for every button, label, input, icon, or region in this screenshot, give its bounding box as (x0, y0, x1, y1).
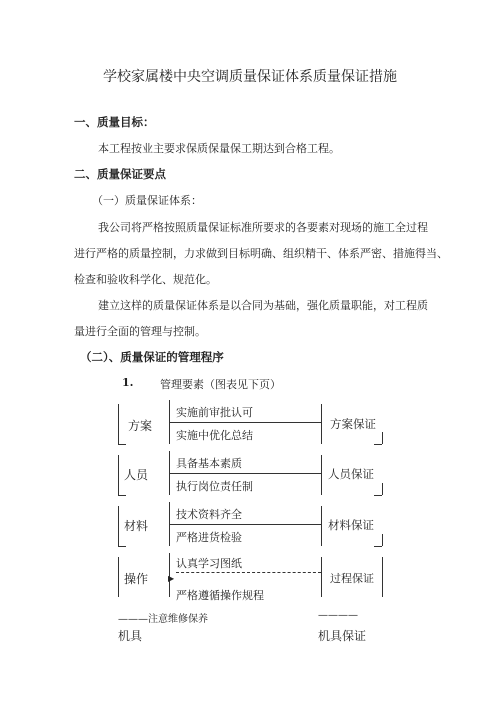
flow-footer-note: ———注意维修保养 (118, 614, 208, 625)
flow-group-operation (0, 550, 500, 602)
paragraph-2-line-2: 量进行全面的管理与控制。 (74, 325, 206, 338)
flow-item-personnel-1: 具备基本素质 (176, 457, 242, 470)
paragraph-1-line-1: 我公司将严格按照质量保证标准所要求的各要素对现场的施工全过程 (98, 221, 428, 234)
right-bracket-plan (382, 432, 383, 444)
flow-item-plan-1: 实施前审批认可 (176, 406, 253, 419)
result-bracket-operation (321, 557, 322, 597)
flow-result-material: 材料保证 (328, 518, 374, 532)
flow-item-material-2: 严格进货检验 (176, 531, 242, 544)
flow-element-personnel: 人员 (124, 468, 149, 482)
right-bracket-tick-material (374, 546, 382, 547)
right-bracket-operation (382, 557, 383, 597)
section-heading-quality-goal: 一、质量目标： (74, 115, 155, 129)
left-bracket-operation (118, 557, 119, 597)
flow-result-operation: 过程保证 (330, 572, 374, 585)
flow-footer-dash: ———— (318, 610, 358, 621)
flow-element-plan: 方案 (128, 419, 153, 433)
arrow-right-icon: ▶ (168, 574, 175, 583)
page-title: 学校家属楼中央空调质量保证体系质量保证措施 (103, 69, 397, 85)
right-bracket-material (382, 534, 383, 546)
left-bracket-tick-personnel (118, 495, 126, 496)
flow-element-tools: 机具 (118, 629, 143, 643)
paragraph-2-line-1: 建立这样的质量保证体系是以合同为基础，强化质量职能，对工程质 (98, 299, 428, 312)
result-bracket-material (321, 506, 322, 546)
flow-item-operation-2: 严格遵循操作规程 (176, 589, 264, 602)
right-bracket-tick-personnel (374, 495, 382, 496)
left-bracket-personnel (118, 455, 119, 495)
flow-element-operation: 操作 (124, 572, 149, 586)
connector-plan (169, 422, 321, 423)
left-bracket-material (118, 506, 119, 546)
flow-element-material: 材料 (124, 519, 149, 533)
connector-operation (176, 572, 321, 573)
connector-material (169, 524, 321, 525)
flow-item-material-1: 技术资料齐全 (176, 508, 242, 521)
flow-item-operation-1: 认真学习图纸 (176, 557, 242, 570)
flow-item-plan-2: 实施中优化总结 (176, 429, 253, 442)
right-bracket-personnel (382, 483, 383, 495)
section-heading-quality-points: 二、质量保证要点 (74, 167, 166, 181)
flow-item-personnel-2: 执行岗位责任制 (176, 480, 253, 493)
flow-result-tools: 机具保证 (318, 629, 367, 643)
subheading-management-procedure: （二）、质量保证的管理程序 (80, 350, 224, 364)
subheading-quality-system: （一）质量保证体系： (92, 194, 202, 207)
quality-goal-text: 本工程按业主要求保质保量保工期达到合格工程。 (98, 142, 340, 155)
left-bracket-tick-material (118, 546, 126, 547)
flow-result-plan: 方案保证 (330, 417, 376, 431)
paragraph-1-line-3: 检查和验收科学化、规范化。 (74, 273, 217, 286)
left-bracket-plan (118, 404, 119, 444)
flow-result-personnel: 人员保证 (328, 467, 374, 481)
right-bracket-tick-plan (374, 444, 382, 445)
connector-personnel (169, 473, 321, 474)
result-bracket-personnel (321, 455, 322, 495)
left-bracket-tick-plan (118, 444, 126, 445)
item-1-number: 1. (122, 376, 134, 389)
item-1-text: 管理要素（图表见下页） (160, 378, 281, 391)
result-bracket-plan (321, 404, 322, 444)
paragraph-1-line-2: 进行严格的质量控制，力求做到目标明确、组织精干、体系严密、措施得当、 (74, 247, 448, 260)
